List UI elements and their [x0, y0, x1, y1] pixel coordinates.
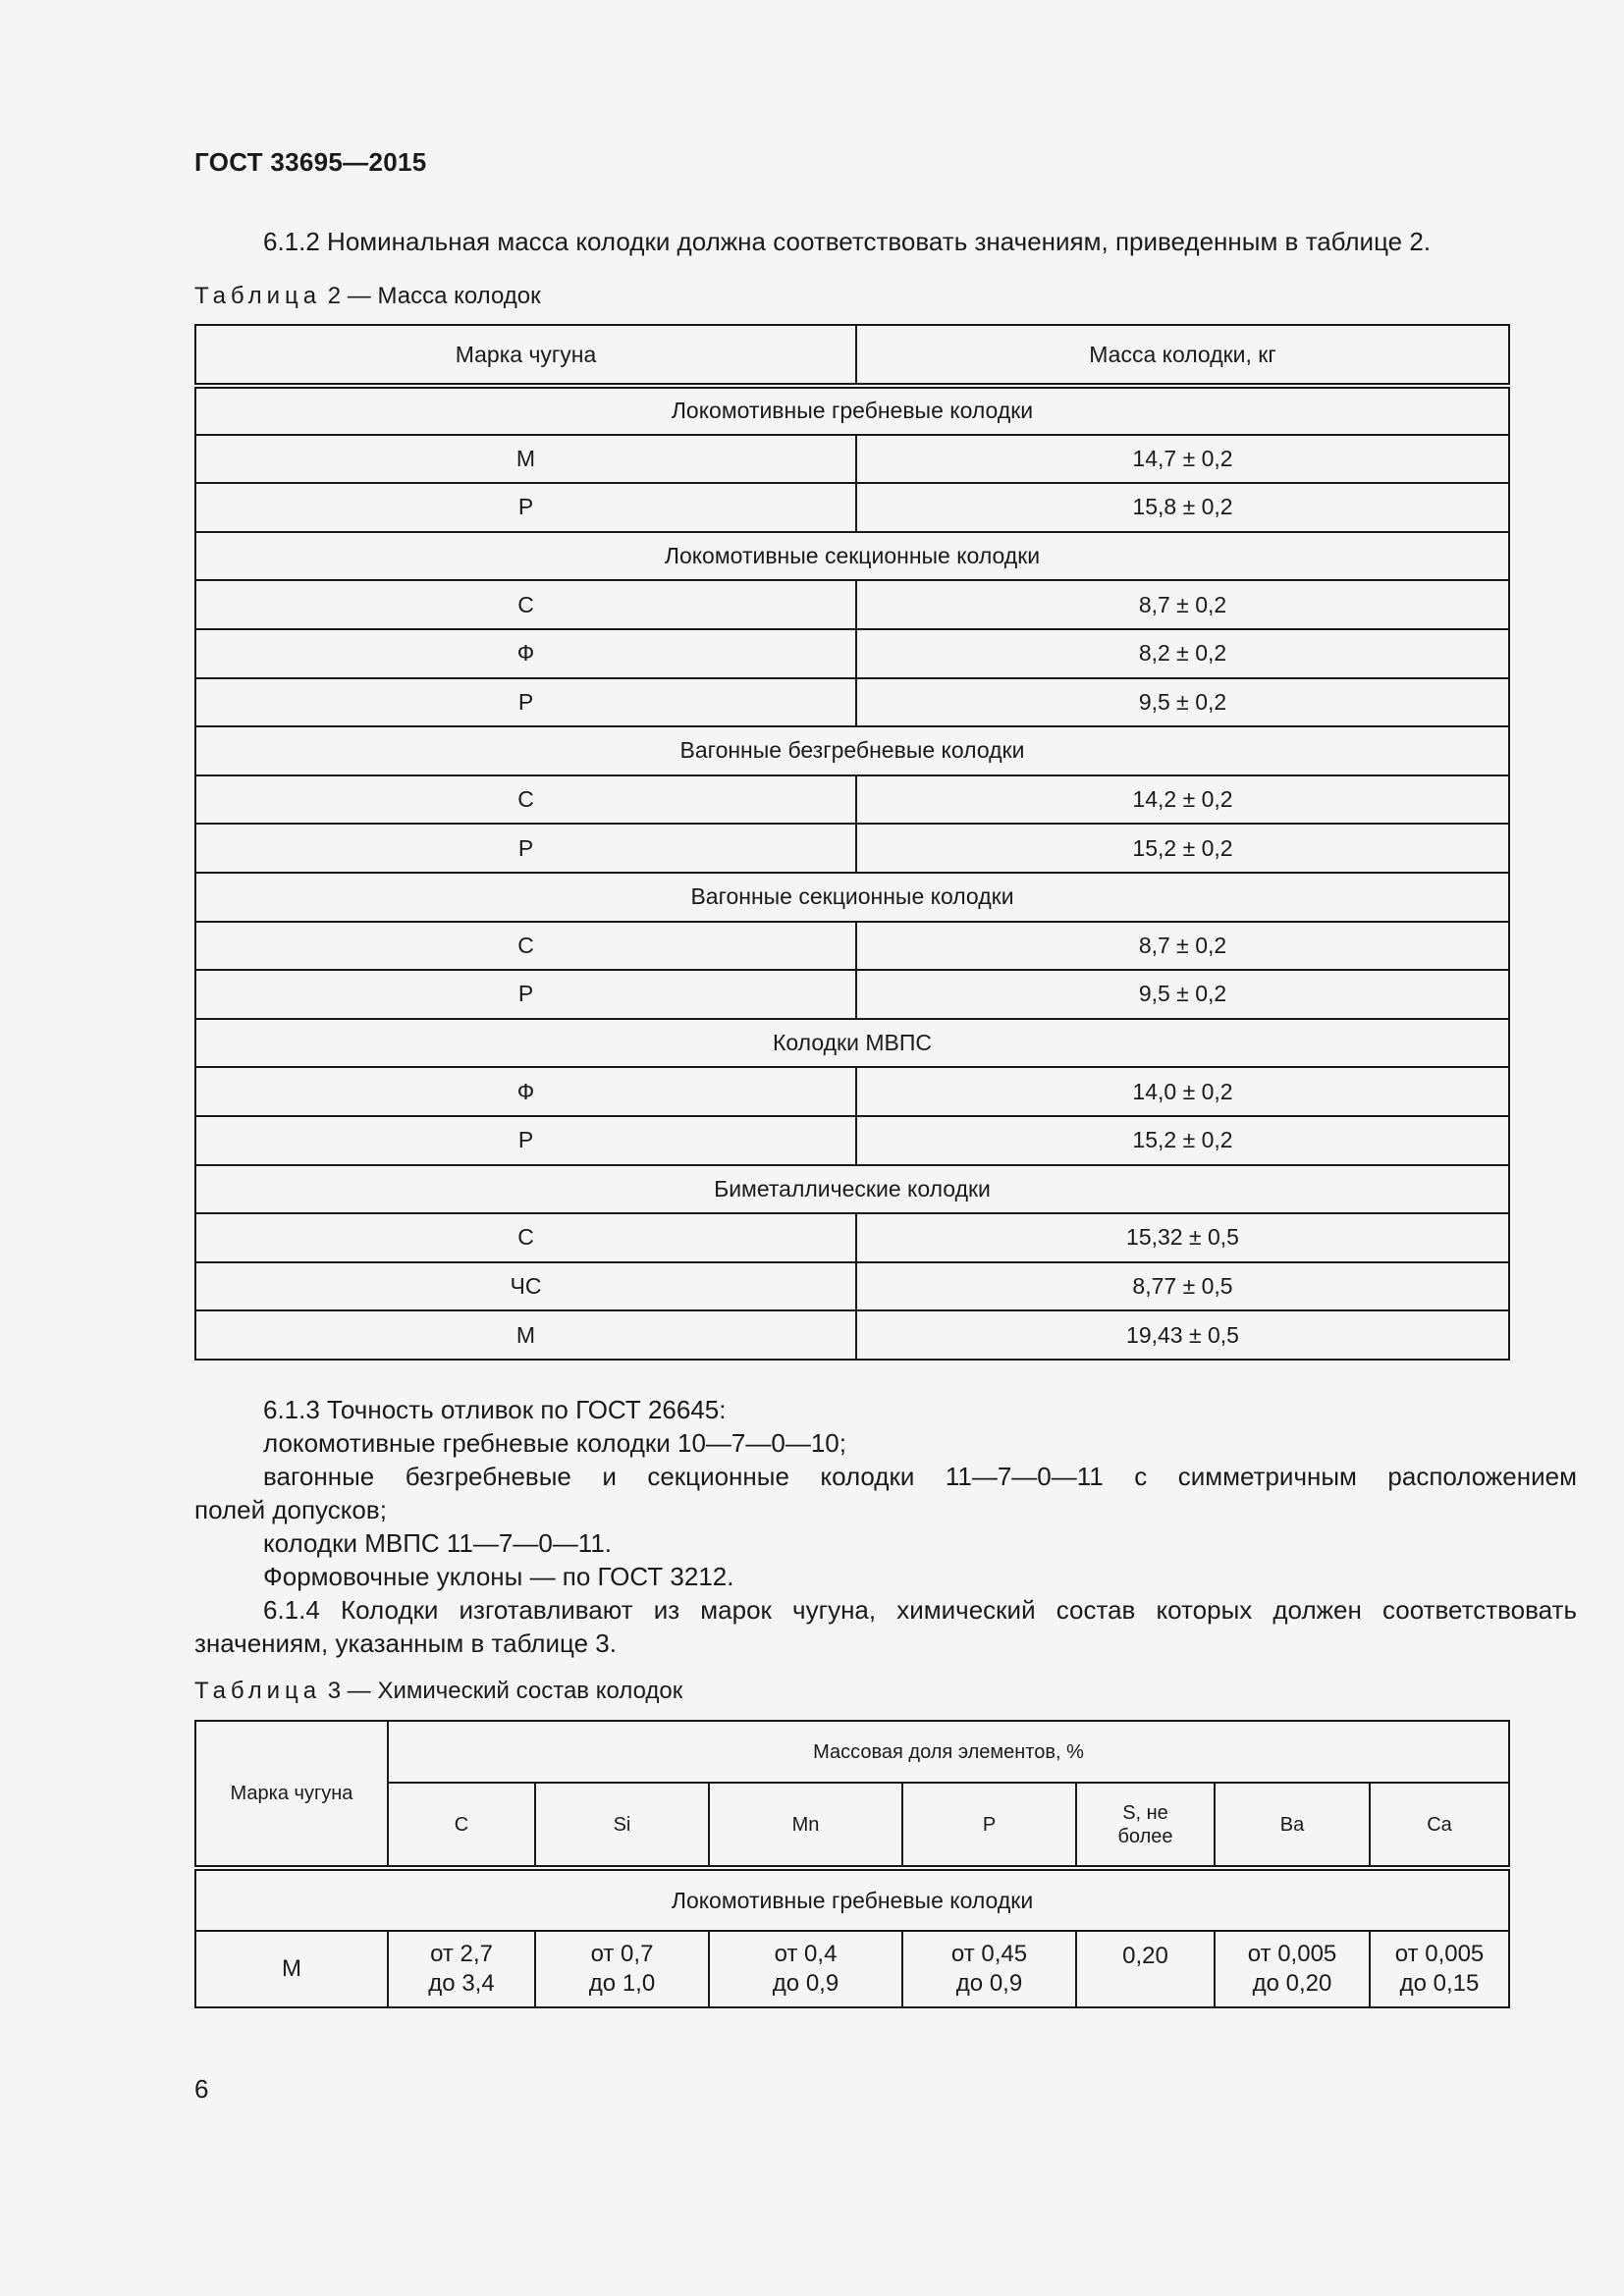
table2-row: [195, 1067, 1509, 1116]
document-header: ГОСТ 33695—2015: [194, 147, 427, 177]
table2-cell-grade: М: [195, 1310, 856, 1360]
table2-header-grade: Марка чугуна: [195, 325, 856, 386]
table2-row: [195, 1262, 1509, 1311]
page-number: 6: [194, 2074, 209, 2104]
table2-group-row: [195, 1019, 1509, 1068]
line-6-1-4-cont: значениям, указанным в таблице 3.: [194, 1629, 617, 1658]
table3-header-mn: Mn: [709, 1783, 902, 1868]
paragraph-6-1-2: 6.1.2 Номинальная масса колодки должна соответствовать значениям, приведенным в таблице 2.: [263, 227, 1432, 256]
table-2: [194, 324, 1510, 1361]
table2-row: [195, 922, 1509, 971]
table2-cell-mass: 14,0 ± 0,2: [856, 1067, 1509, 1116]
table2-header-mass: Масса колодки, кг: [856, 325, 1509, 386]
table2-group-row: [195, 1165, 1509, 1214]
table3-header-s: S, не более: [1076, 1783, 1215, 1868]
table2-group-row: [195, 532, 1509, 581]
table2-cell-grade: Р: [195, 824, 856, 873]
table2-row: [195, 970, 1509, 1019]
table2-cell-mass: 14,7 ± 0,2: [856, 435, 1509, 484]
table3-header-si: Si: [535, 1783, 709, 1868]
table2-cell-mass: 19,43 ± 0,5: [856, 1310, 1509, 1360]
table2-cell-grade: С: [195, 775, 856, 825]
table2-cell-grade: С: [195, 922, 856, 971]
table2-cell-mass: 8,7 ± 0,2: [856, 580, 1509, 629]
table-3: [194, 1720, 1510, 2008]
table3-header-mass-fraction: Массовая доля элементов, %: [388, 1721, 1509, 1783]
table2-cell-mass: 14,2 ± 0,2: [856, 775, 1509, 825]
table3-cell-mn: от 0,4 до 0,9: [709, 1931, 902, 2007]
table2-cell-grade: С: [195, 1213, 856, 1262]
table2-group-title: Биметаллические колодки: [195, 1165, 1509, 1214]
table2-cell-grade: Р: [195, 970, 856, 1019]
table2-group-row: [195, 873, 1509, 922]
table2-group-row: [195, 726, 1509, 775]
table2-group-title: Вагонные секционные колодки: [195, 873, 1509, 922]
table3-header-ba: Ba: [1215, 1783, 1370, 1868]
table2-row: [195, 678, 1509, 727]
table2-cell-mass: 9,5 ± 0,2: [856, 678, 1509, 727]
table2-cell-grade: Р: [195, 678, 856, 727]
table2-cell-mass: 8,7 ± 0,2: [856, 922, 1509, 971]
table2-cell-mass: 8,77 ± 0,5: [856, 1262, 1509, 1311]
table3-header-c: C: [388, 1783, 535, 1868]
line-accuracy-loco: локомотивные гребневые колодки 10—7—0—10;: [263, 1428, 846, 1458]
table2-cell-mass: 15,32 ± 0,5: [856, 1213, 1509, 1262]
table2-cell-mass: 8,2 ± 0,2: [856, 629, 1509, 678]
table2-cell-mass: 15,2 ± 0,2: [856, 1116, 1509, 1165]
table2-cell-mass: 9,5 ± 0,2: [856, 970, 1509, 1019]
line-accuracy-wagon: вагонные безгребневые и секционные колодки 11—7—0—11 с симметричным расположением: [263, 1462, 1577, 1491]
table2-row: [195, 629, 1509, 678]
table3-header-ca: Ca: [1370, 1783, 1509, 1868]
table2-row: [195, 824, 1509, 873]
line-6-1-3: 6.1.3 Точность отливок по ГОСТ 26645:: [263, 1395, 727, 1424]
table2-group-title: Колодки МВПС: [195, 1019, 1509, 1068]
table2-row: [195, 580, 1509, 629]
table2-cell-mass: 15,2 ± 0,2: [856, 824, 1509, 873]
table3-cell-si: от 0,7 до 1,0: [535, 1931, 709, 2007]
table2-cell-grade: С: [195, 580, 856, 629]
table2-row: [195, 1213, 1509, 1262]
table3-caption-label: Таблица: [194, 1678, 322, 1704]
table3-caption: [194, 1678, 682, 1705]
table2-caption-title: 2 — Масса колодок: [327, 283, 541, 309]
table2-cell-grade: Ф: [195, 1067, 856, 1116]
table3-cell-s: 0,20: [1076, 1931, 1215, 2007]
table2-cell-grade: Р: [195, 483, 856, 532]
table2-caption-label: Таблица: [194, 283, 322, 309]
table3-cell-ca: от 0,005 до 0,15: [1370, 1931, 1509, 2007]
table3-group-title: Локомотивные гребневые колодки: [195, 1868, 1509, 1931]
table2-group-row: [195, 386, 1509, 435]
table2-row: [195, 775, 1509, 825]
table2-cell-grade: ЧС: [195, 1262, 856, 1311]
line-accuracy-mvps: колодки МВПС 11—7—0—11.: [263, 1528, 613, 1558]
table3-cell-grade: М: [195, 1931, 388, 2007]
line-6-1-4: 6.1.4 Колодки изготавливают из марок чугуна, химический состав которых должен соответствовать: [263, 1595, 1577, 1625]
table3-header-p: P: [902, 1783, 1076, 1868]
table2-group-title: Локомотивные гребневые колодки: [195, 386, 1509, 435]
table3-cell-ba: от 0,005 до 0,20: [1215, 1931, 1370, 2007]
table2-cell-grade: Р: [195, 1116, 856, 1165]
table3-cell-p: от 0,45 до 0,9: [902, 1931, 1076, 2007]
line-tolerance-fields: полей допусков;: [194, 1495, 387, 1524]
line-draft-angles: Формовочные уклоны — по ГОСТ 3212.: [263, 1562, 734, 1591]
table2-cell-grade: М: [195, 435, 856, 484]
table2-row: [195, 1310, 1509, 1360]
table3-header-grade: Марка чугуна: [195, 1721, 388, 1868]
table3-cell-c: от 2,7 до 3,4: [388, 1931, 535, 2007]
table2-row: [195, 435, 1509, 484]
table2-group-title: Локомотивные секционные колодки: [195, 532, 1509, 581]
table2-row: [195, 483, 1509, 532]
table2-group-title: Вагонные безгребневые колодки: [195, 726, 1509, 775]
table2-caption: [194, 283, 541, 310]
table3-caption-title: 3 — Химический состав колодок: [327, 1678, 683, 1704]
table2-cell-grade: Ф: [195, 629, 856, 678]
table2-cell-mass: 15,8 ± 0,2: [856, 483, 1509, 532]
table2-row: [195, 1116, 1509, 1165]
